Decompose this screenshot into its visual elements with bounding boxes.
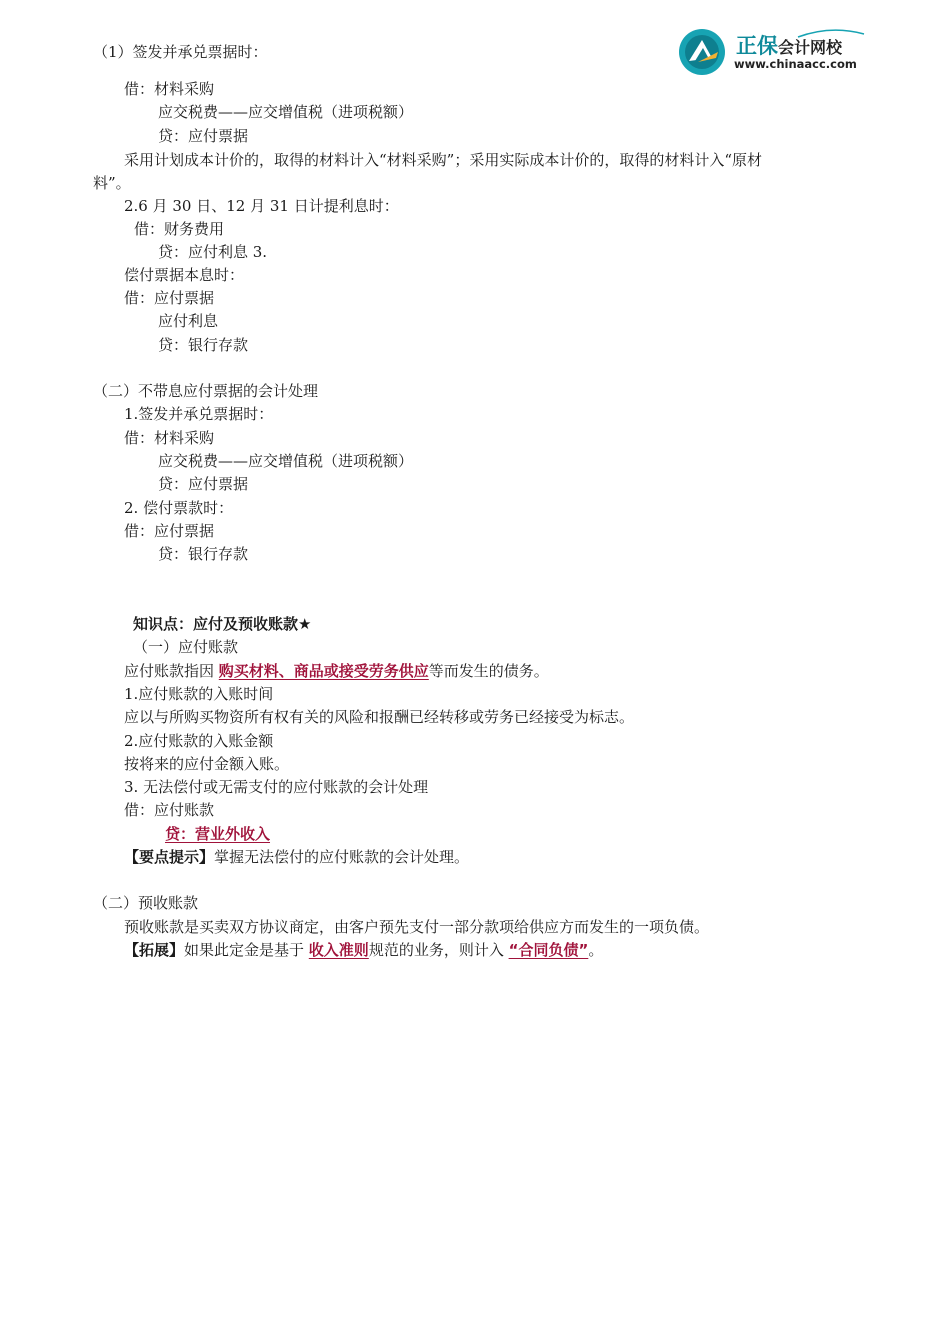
entry-credit-highlight (165, 824, 270, 844)
entry-debit: 借：财务费用 (134, 220, 225, 238)
paragraph-line: 应以与所购买物资所有权有关的风险和报酬已经转移或劳务已经接受为标志。 (124, 708, 635, 726)
entry-debit: 借：应付票据 (124, 289, 215, 307)
paragraph-line: 料”。 (93, 174, 131, 192)
logo-arc-icon (796, 28, 866, 38)
highlight-text: 购买材料、商品或接受劳务供应 (218, 662, 429, 680)
entry-credit: 贷：应付票据 (158, 475, 249, 493)
section-heading: （二）不带息应付票据的会计处理 (93, 382, 319, 400)
step-heading: 1.应付账款的入账时间 (124, 685, 274, 703)
paragraph-line: 按将来的应付金额入账。 (124, 755, 290, 773)
step-heading: 偿付票据本息时： (124, 266, 245, 284)
definition-line: 应付账款指因 购买材料、商品或接受劳务供应等而发生的债务。 (124, 662, 549, 680)
entry-debit: 借：应付票据 (124, 522, 215, 540)
step-heading: 2.6 月 30 日、12 月 31 日计提利息时： (124, 197, 399, 215)
tip-line: 【要点提示】掌握无法偿付的应付账款的会计处理。 (124, 848, 470, 866)
cropped-top-line: （1）签发并承兑票据时： (93, 43, 268, 61)
section-heading: （一）应付账款 (133, 638, 239, 656)
knowledge-point-title: 知识点：应付及预收账款★ (133, 615, 312, 633)
entry-credit: 贷：应付利息 3. (158, 243, 268, 261)
extension-line: 【拓展】如果此定金是基于 收入准则规范的业务，则计入 “合同负债”。 (124, 941, 604, 959)
entry-credit: 贷：银行存款 (158, 336, 249, 354)
section-heading: （二）预收账款 (93, 894, 199, 912)
paragraph-line: 采用计划成本计价的，取得的材料计入“材料采购”；采用实际成本计价的，取得的材料计入“原材 (124, 151, 763, 169)
step-heading: 2. 偿付票款时： (124, 499, 234, 517)
entry-credit: 贷：银行存款 (158, 545, 249, 563)
logo-emblem-icon (678, 28, 726, 76)
logo-brand-text: 正保会计网校 (736, 34, 843, 58)
step-heading: 1.签发并承兑票据时： (124, 405, 274, 423)
logo-url: www.chinaacc.com (734, 57, 857, 71)
entry-debit-sub: 应付利息 (158, 312, 219, 330)
highlight-text: 贷：营业外收入 (165, 825, 271, 843)
entry-debit: 借：材料采购 (124, 429, 215, 447)
highlight-text: 收入准则 (308, 941, 369, 959)
entry-debit: 借：应付账款 (124, 801, 215, 819)
entry-debit: 借：材料采购 (124, 80, 215, 98)
entry-debit-sub: 应交税费——应交增值税（进项税额） (158, 452, 414, 470)
entry-credit: 贷：应付票据 (158, 127, 249, 145)
chinaacc-logo[interactable] (678, 28, 868, 76)
entry-debit-sub: 应交税费——应交增值税（进项税额） (158, 103, 414, 121)
step-heading: 3. 无法偿付或无需支付的应付账款的会计处理 (124, 778, 429, 796)
highlight-text: “合同负债” (508, 941, 589, 959)
paragraph-line: 预收账款是买卖双方协议商定，由客户预先支付一部分款项给供应方而发生的一项负债。 (124, 918, 710, 936)
step-heading: 2.应付账款的入账金额 (124, 732, 274, 750)
